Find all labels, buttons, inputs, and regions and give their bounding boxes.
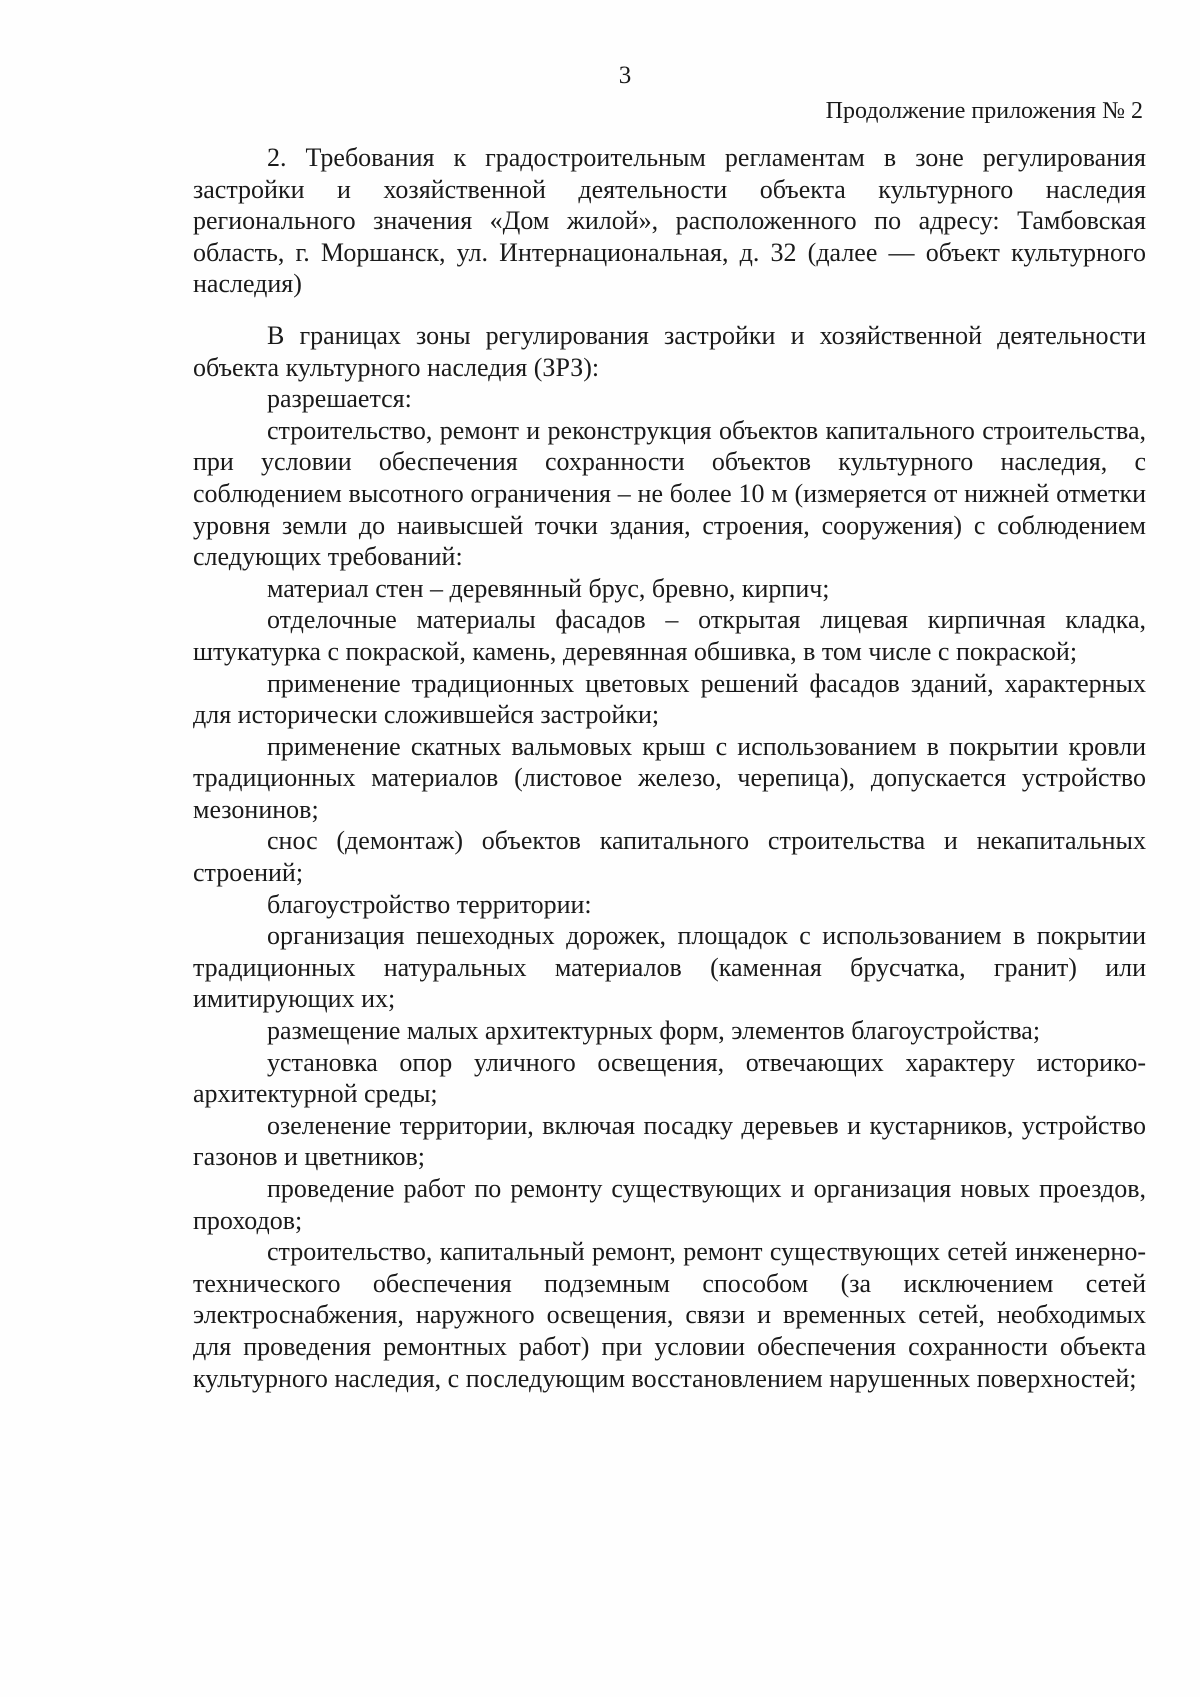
- section-heading: 2. Требования к градостроительным регламентам в зоне регулирования застройки и хозяйственной деятельности объекта культурного наследия регионального значения «Дом жилой», расположенного по адресу: Тамбовская область, г. Моршанск, ул. Интернациональная, д. 32 (далее — объект культурного наследия): [193, 143, 1146, 299]
- paragraph-facade-materials: отделочные материалы фасадов – открытая лицевая кирпичная кладка, штукатурка с покраской, камень, деревянная обшивка, в том числе с покраской;: [193, 605, 1146, 666]
- paragraph-roofs: применение скатных вальмовых крыш с использованием в покрытии кровли традиционных материалов (листовое железо, черепица), допускается устройство мезонинов;: [193, 731, 1146, 824]
- paragraph-permitted: разрешается:: [267, 384, 412, 414]
- paragraph-construction: строительство, ремонт и реконструкция объектов капитального строительства, при условии обеспечения сохранности объектов культурного наследия, с соблюдением высотного ограничения – не более 10 м (измеряется от нижней отметки уровня земли до наивысшей точки здания, строения, сооружения) с соблюдением следующих требований:: [193, 415, 1146, 572]
- paragraph-driveways: проведение работ по ремонту существующих и организация новых проездов, проходов;: [193, 1174, 1146, 1235]
- paragraph-greenery: озеленение территории, включая посадку деревьев и кустарников, устройство газонов и цветников;: [193, 1110, 1146, 1172]
- paragraph-zone-intro: В границах зоны регулирования застройки и хозяйственной деятельности объекта культурного наследия (ЗРЗ):: [193, 320, 1146, 382]
- paragraph-utility-networks: строительство, капитальный ремонт, ремонт существующих сетей инженерно-технического обеспечения подземным способом (за исключением сетей электроснабжения, наружного освещения, связи и временных сетей, необходимых для проведения ремонтных работ) при условии обеспечения сохранности объекта культурного наследия, с последующим восстановлением нарушенных поверхностей;: [193, 1237, 1146, 1393]
- paragraph-demolition: снос (демонтаж) объектов капитального строительства и некапитальных строений;: [193, 826, 1146, 888]
- paragraph-wall-material: материал стен – деревянный брус, бревно, кирпич;: [267, 573, 830, 603]
- paragraph-landscaping: благоустройство территории:: [267, 889, 592, 919]
- paragraph-small-forms: размещение малых архитектурных форм, элементов благоустройства;: [267, 1016, 1041, 1046]
- paragraph-walkways: организация пешеходных дорожек, площадок с использованием в покрытии традиционных натуральных материалов (каменная брусчатка, гранит) или имитирующих их;: [193, 921, 1146, 1014]
- appendix-continuation-note: Продолжение приложения № 2: [825, 98, 1143, 124]
- paragraph-facade-colors: применение традиционных цветовых решений фасадов зданий, характерных для исторически сложившейся застройки;: [193, 668, 1146, 730]
- paragraph-street-lighting: установка опор уличного освещения, отвечающих характеру историко-архитектурной среды;: [193, 1047, 1146, 1109]
- page-number: 3: [618, 62, 632, 89]
- document-body: [193, 142, 1146, 1394]
